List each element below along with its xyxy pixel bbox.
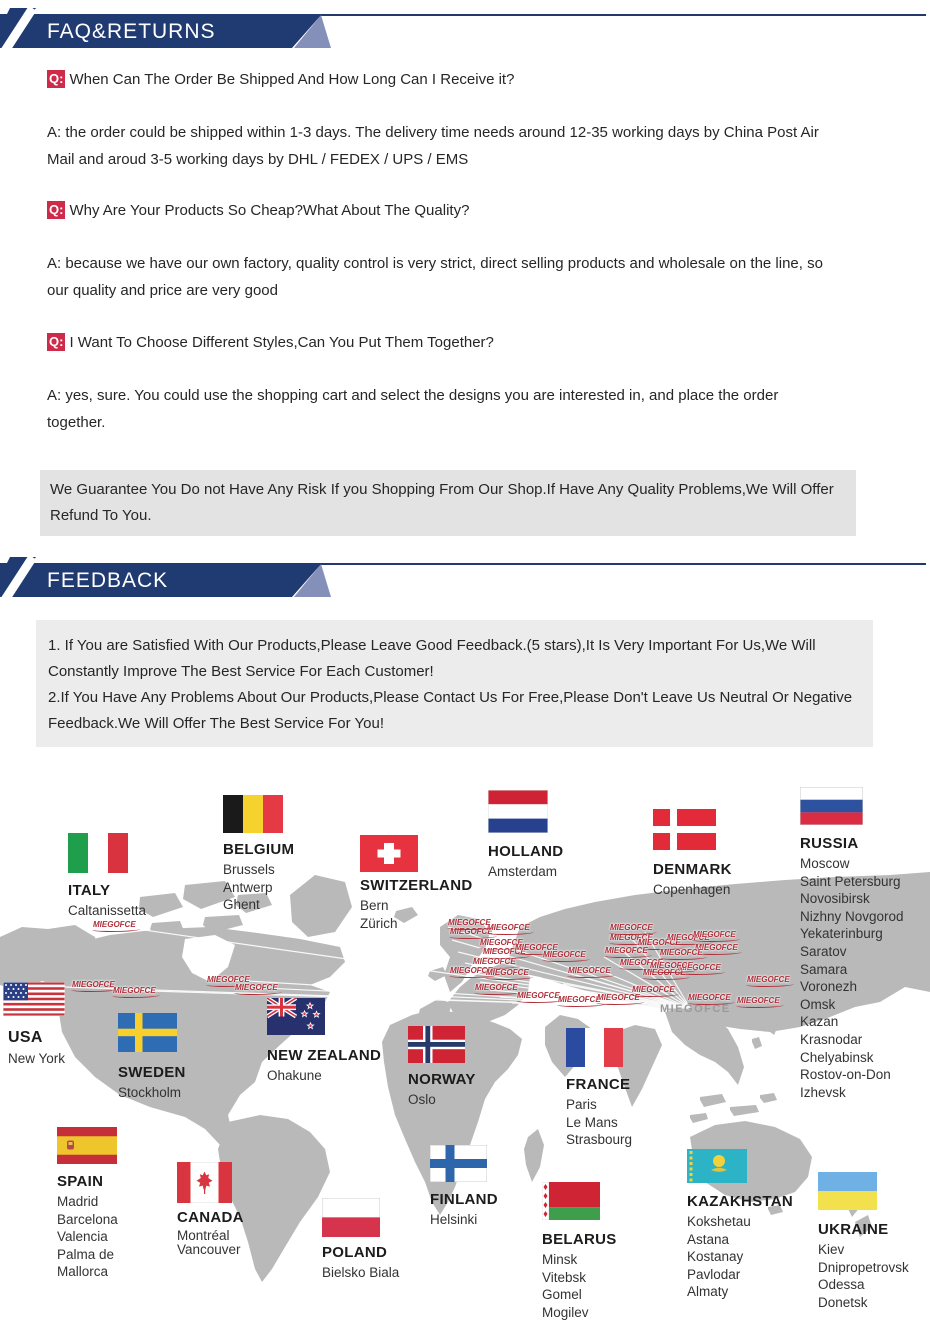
map-country-italy [68, 833, 146, 920]
italy-flag [68, 833, 128, 873]
city-label: Gomel [542, 1287, 582, 1303]
country-name: NEW ZEALAND [267, 1047, 382, 1064]
brand-watermark: MIEGOFCE [650, 961, 693, 970]
city-label: New York [8, 1051, 66, 1066]
brand-watermark: MIEGOFCE [638, 938, 681, 947]
map-country-norway [408, 1026, 476, 1109]
country-cities [408, 1091, 476, 1109]
brand-watermark: MIEGOFCE [632, 985, 675, 994]
question-text: When Can The Order Be Shipped And How Long Can I Receive it? [69, 70, 515, 88]
country-cities [57, 1193, 118, 1281]
map-country-belarus [542, 1182, 617, 1321]
brand-watermark: MIEGOFCE [450, 966, 493, 975]
map-country-denmark [653, 809, 732, 899]
map-country-usa [3, 982, 65, 1068]
faq-question-1 [47, 70, 514, 88]
feedback-note-box [36, 620, 873, 747]
country-name: SPAIN [57, 1173, 104, 1190]
map-country-poland [322, 1198, 399, 1282]
city-label: Ghent [223, 897, 260, 913]
guarantee-box: We Guarantee You Do not Have Any Risk If you Shopping From Our Shop.If Have Any Quality Problems,We Will Offer Refund To You. [40, 470, 856, 536]
finland-flag [430, 1145, 487, 1182]
city-label: Stockholm [118, 1085, 182, 1100]
map-country-finland [430, 1145, 498, 1229]
russia-flag [800, 787, 863, 825]
city-label: Caltanissetta [68, 903, 147, 918]
denmark-flag [653, 809, 716, 850]
brand-watermark: MIEGOFCE [688, 993, 731, 1002]
brand-watermark: MIEGOFCE [667, 933, 710, 942]
city-label: Almaty [687, 1284, 729, 1300]
brand-watermark: MIEGOFCE [448, 918, 491, 927]
city-label: Mogilev [542, 1304, 589, 1320]
brand-watermark: MIEGOFCE [737, 996, 780, 1005]
city-label: Montréal [177, 1228, 230, 1243]
brand-watermark: MIEGOFCE [486, 968, 529, 977]
map-country-switzerland [360, 835, 472, 932]
city-label: Bern [360, 898, 389, 913]
faq-answer-3: A: yes, sure. You could use the shopping cart and select the designs you are interested in, and place the order together. [47, 387, 779, 431]
feedback-line-1: 1. If You are Satisfied With Our Products,Please Leave Good Feedback.(5 stars),It Is Very Important For Us,We Will Constantly Improve The Best Service For Each Customer! [48, 637, 816, 680]
ukraine-flag [818, 1172, 877, 1210]
city-label: Valencia [57, 1229, 108, 1245]
q-badge: Q: [49, 334, 64, 349]
country-name: POLAND [322, 1244, 388, 1261]
brand-watermark: MIEGOFCE [480, 938, 523, 947]
city-label: Yekaterinburg [800, 926, 883, 942]
brand-watermark: MIEGOFCE [473, 957, 516, 966]
city-label: Chelyabinsk [800, 1049, 874, 1065]
belarus-flag [542, 1182, 600, 1220]
shipping-world-map [0, 777, 930, 1322]
france-flag [566, 1028, 623, 1067]
faq-section-title: FAQ&RETURNS [47, 20, 216, 43]
brand-watermark: MIEGOFCE [207, 975, 250, 984]
city-label: Mallorca [57, 1264, 109, 1280]
country-name: CANADA [177, 1209, 244, 1226]
switzerland-flag [360, 835, 418, 872]
brand-watermark: MIEGOFCE [72, 980, 115, 989]
city-label: Vancouver [177, 1242, 241, 1257]
faq-answer-2: A: because we have our own factory, quality control is very strict, direct selling products and wholesale on the line, so our quality and price are very good [47, 255, 823, 299]
country-cities [800, 855, 904, 1101]
country-cities [566, 1096, 632, 1149]
country-name: ITALY [68, 882, 111, 899]
canada-flag [177, 1162, 232, 1203]
map-country-ukraine [818, 1172, 909, 1311]
city-label: Copenhagen [653, 882, 731, 897]
brand-watermark: MIEGOFCE [660, 948, 703, 957]
brand-watermark: MIEGOFCE [558, 995, 601, 1004]
city-label: Nizhny Novgorod [800, 908, 904, 924]
city-label: Omsk [800, 996, 836, 1012]
brand-watermark: MIEGOFCE [235, 983, 278, 992]
kazakhstan-flag [687, 1149, 747, 1183]
country-cities [267, 1067, 381, 1085]
city-label: Amsterdam [488, 864, 558, 879]
brand-watermark: MIEGOFCE [515, 943, 558, 952]
city-label: Vitebsk [542, 1269, 587, 1285]
city-label: Izhevsk [800, 1084, 846, 1100]
map-country-canada [177, 1162, 244, 1257]
city-label: Saratov [800, 943, 847, 959]
usa-flag [3, 982, 65, 1016]
country-name: SWEDEN [118, 1064, 186, 1081]
brand-watermark: MIEGOFCE [483, 947, 526, 956]
city-label: Helsinki [430, 1212, 478, 1227]
country-cities [8, 1050, 65, 1068]
city-label: Zürich [360, 915, 398, 931]
city-label: Antwerp [223, 879, 273, 895]
country-cities [687, 1213, 793, 1301]
country-cities [322, 1264, 399, 1282]
city-label: Rostov-on-Don [800, 1067, 891, 1083]
faq-question-2 [47, 201, 469, 219]
holland-flag [488, 790, 548, 833]
city-label: Kiev [818, 1242, 845, 1257]
country-name: NORWAY [408, 1071, 476, 1088]
country-cities [542, 1251, 617, 1321]
faq-answer-1: A: the order could be shipped within 1-3 days. The delivery time needs around 12-35 working days by China Post Air Mail and aroud 3-5 working days by DHL / FEDEX / UPS / EMS [47, 124, 819, 168]
brand-watermark: MIEGOFCE [475, 983, 518, 992]
brand-watermark: MIEGOFCE [487, 923, 530, 932]
country-name: BELARUS [542, 1231, 617, 1248]
city-label: Bielsko Biala [322, 1265, 400, 1280]
map-country-france [566, 1028, 632, 1149]
country-name: FINLAND [430, 1191, 498, 1208]
country-cities [118, 1084, 186, 1102]
country-name: DENMARK [653, 861, 732, 878]
city-label: Krasnodar [800, 1031, 863, 1047]
new-zealand-flag [267, 998, 325, 1035]
brand-watermark: MIEGOFCE [517, 991, 560, 1000]
city-label: Le Mans [566, 1114, 618, 1130]
country-cities [818, 1241, 909, 1311]
country-cities [223, 861, 294, 914]
question-text: I Want To Choose Different Styles,Can You Put Them Together? [69, 333, 494, 351]
brand-watermark: MIEGOFCE [113, 986, 156, 995]
brand-watermark: MIEGOFCE [93, 920, 136, 929]
city-label: Oslo [408, 1092, 436, 1107]
map-country-spain [57, 1127, 118, 1281]
city-label: Donetsk [818, 1294, 868, 1310]
brand-watermark: MIEGOFCE [597, 993, 640, 1002]
city-label: Barcelona [57, 1211, 118, 1227]
city-label: Palma de [57, 1246, 115, 1262]
brand-watermark: MIEGOFCE [568, 966, 611, 975]
feedback-banner [0, 557, 930, 599]
map-country-holland [488, 790, 563, 881]
brand-watermark: MIEGOFCE [747, 975, 790, 984]
country-name: UKRAINE [818, 1221, 889, 1238]
question-text: Why Are Your Products So Cheap?What About The Quality? [69, 201, 470, 219]
map-country-belgium [223, 795, 294, 914]
hub-brand-label: MIEGOFCE [660, 1003, 731, 1015]
country-name: KAZAKHSTAN [687, 1193, 794, 1210]
brand-watermark: MIEGOFCE [610, 923, 653, 932]
belgium-flag [223, 795, 283, 833]
q-badge: Q: [49, 71, 64, 86]
country-name: BELGIUM [223, 841, 295, 858]
city-label: Kazan [800, 1014, 839, 1030]
brand-watermark: MIEGOFCE [693, 930, 736, 939]
city-label: Paris [566, 1097, 597, 1112]
country-name: RUSSIA [800, 835, 859, 852]
country-cities [653, 881, 732, 899]
brand-watermark: MIEGOFCE [610, 933, 653, 942]
sweden-flag [118, 1013, 177, 1052]
faq-returns-banner [0, 8, 930, 50]
city-label: Minsk [542, 1252, 578, 1267]
city-label: Moscow [800, 856, 850, 871]
city-label: Strasbourg [566, 1132, 633, 1148]
brand-watermark: MIEGOFCE [450, 927, 493, 936]
country-cities [68, 902, 146, 920]
country-cities [360, 897, 472, 932]
country-cities [430, 1211, 498, 1229]
city-label: Voronezh [800, 979, 858, 995]
map-country-new-zealand [267, 998, 381, 1085]
map-country-kazakhstan [687, 1149, 793, 1301]
city-label: Samara [800, 961, 848, 977]
city-label: Novosibirsk [800, 891, 870, 907]
brand-watermark: MIEGOFCE [620, 958, 663, 967]
brand-watermark: MIEGOFCE [695, 943, 738, 952]
city-label: Astana [687, 1231, 730, 1247]
norway-flag [408, 1026, 465, 1063]
q-badge: Q: [49, 202, 64, 217]
city-label: Ohakune [267, 1068, 322, 1083]
country-cities [488, 863, 563, 881]
city-label: Saint Petersburg [800, 873, 901, 889]
brand-watermark: MIEGOFCE [643, 968, 686, 977]
country-name: FRANCE [566, 1076, 631, 1093]
city-label: Pavlodar [687, 1266, 741, 1282]
country-name: SWITZERLAND [360, 877, 473, 894]
city-label: Madrid [57, 1194, 99, 1209]
country-name: USA [8, 1029, 43, 1046]
brand-watermark: MIEGOFCE [543, 950, 586, 959]
country-cities [177, 1229, 244, 1257]
city-label: Dnipropetrovsk [818, 1259, 909, 1275]
map-country-sweden [118, 1013, 186, 1102]
brand-watermark: MIEGOFCE [605, 946, 648, 955]
feedback-section-title: FEEDBACK [47, 569, 169, 592]
faq-question-3 [47, 333, 494, 351]
feedback-line-2: 2.If You Have Any Problems About Our Products,Please Contact Us For Free,Please Don't Leave Us Neutral Or Negative Feedback.We Will Offer The Best Service For You! [48, 689, 853, 732]
poland-flag [322, 1198, 380, 1237]
city-label: Kostanay [687, 1249, 744, 1265]
city-label: Kokshetau [687, 1214, 751, 1229]
brand-watermark: MIEGOFCE [678, 963, 721, 972]
map-country-russia [800, 787, 904, 1101]
city-label: Odessa [818, 1277, 865, 1293]
country-name: HOLLAND [488, 843, 564, 860]
spain-flag [57, 1127, 117, 1164]
city-label: Brussels [223, 862, 275, 877]
